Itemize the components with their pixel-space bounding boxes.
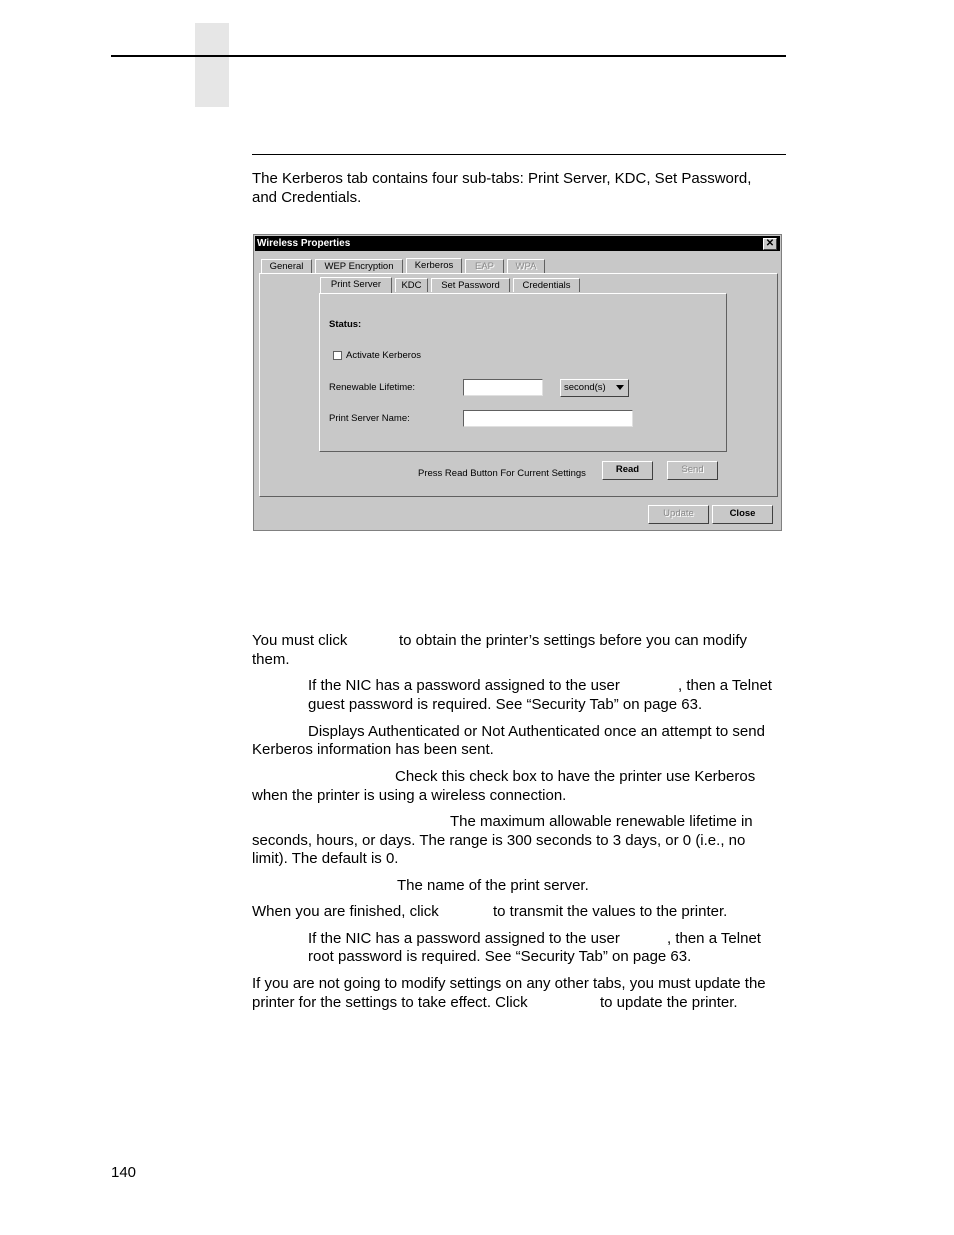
tab-eap: EAP xyxy=(465,259,504,273)
tab-wep-encryption[interactable]: WEP Encryption xyxy=(315,259,403,273)
p4-text-b: when the printer is using a wireless connection. xyxy=(252,787,567,804)
p6-text: The name of the print server. xyxy=(397,877,589,894)
kerberos-tab-panel xyxy=(259,273,778,497)
p9-text-c: to update the printer. xyxy=(600,994,738,1011)
tab-kerberos[interactable]: Kerberos xyxy=(406,258,462,274)
close-icon[interactable]: ✕ xyxy=(763,238,777,250)
print-server-name-input[interactable] xyxy=(463,410,633,427)
tab-general[interactable]: General xyxy=(261,259,312,273)
p3-text-a: Displays Authenticated or Not Authenticated once an attempt to send xyxy=(308,723,765,740)
print-server-name-label: Print Server Name: xyxy=(329,413,410,424)
dialog-title: Wireless Properties xyxy=(257,238,351,249)
close-button[interactable]: Close xyxy=(712,505,773,524)
subtab-set-password[interactable]: Set Password xyxy=(431,278,510,292)
wireless-properties-dialog xyxy=(253,234,782,531)
p7-text-a: When you are finished, click xyxy=(252,903,439,920)
p8-text-c: root password is required. See “Security Tab” on page 63. xyxy=(308,948,692,965)
lifetime-unit-select[interactable] xyxy=(560,379,629,397)
intro-line-2: and Credentials. xyxy=(252,189,362,206)
p2-text-c: guest password is required. See “Security Tab” on page 63. xyxy=(308,696,703,713)
renewable-lifetime-input[interactable] xyxy=(463,379,543,396)
p8-text-b: , then a Telnet xyxy=(667,930,761,947)
header-rule xyxy=(111,55,786,57)
renewable-lifetime-label: Renewable Lifetime: xyxy=(329,382,416,393)
lifetime-unit-value: second(s) xyxy=(564,382,606,393)
p9-text-b: printer for the settings to take effect. Click xyxy=(252,994,528,1011)
subtab-credentials[interactable]: Credentials xyxy=(513,278,580,292)
p1-text-a: You must click xyxy=(252,632,348,649)
p5-text-a: The maximum allowable renewable lifetime in xyxy=(450,813,753,830)
p5-text-b: seconds, hours, or days. The range is 300 seconds to 3 days, or 0 (i.e., no xyxy=(252,832,746,849)
p1-text-c: them. xyxy=(252,651,290,668)
p8-text-a: If the NIC has a password assigned to the user xyxy=(308,930,620,947)
dialog-titlebar xyxy=(255,236,780,251)
activate-kerberos-checkbox[interactable] xyxy=(333,351,342,360)
print-server-panel xyxy=(319,293,727,452)
chapter-tab-marker xyxy=(195,23,229,107)
page-number: 140 xyxy=(111,1164,137,1181)
p1-text-b: to obtain the printer’s settings before you can modify xyxy=(399,632,747,649)
subtab-kdc[interactable]: KDC xyxy=(395,278,428,292)
p2-text-a: If the NIC has a password assigned to the user xyxy=(308,677,620,694)
read-button[interactable]: Read xyxy=(602,461,653,480)
send-button: Send xyxy=(667,461,718,480)
p7-text-b: to transmit the values to the printer. xyxy=(493,903,728,920)
read-hint-text: Press Read Button For Current Settings xyxy=(418,468,586,479)
subtab-print-server[interactable]: Print Server xyxy=(320,277,392,293)
activate-kerberos-label: Activate Kerberos xyxy=(346,350,421,361)
tab-wpa: WPA xyxy=(507,259,545,273)
p3-text-b: Kerberos information has been sent. xyxy=(252,741,494,758)
chevron-down-icon xyxy=(616,385,624,390)
p2-text-b: , then a Telnet xyxy=(678,677,772,694)
p4-text-a: Check this check box to have the printer use Kerberos xyxy=(395,768,756,785)
section-rule xyxy=(252,154,786,155)
status-label: Status: xyxy=(329,319,362,330)
update-button: Update xyxy=(648,505,709,524)
p9-text-a: If you are not going to modify settings on any other tabs, you must update the xyxy=(252,975,766,992)
intro-line-1: The Kerberos tab contains four sub-tabs: Print Server, KDC, Set Password, xyxy=(252,170,752,187)
p5-text-c: limit). The default is 0. xyxy=(252,850,399,867)
